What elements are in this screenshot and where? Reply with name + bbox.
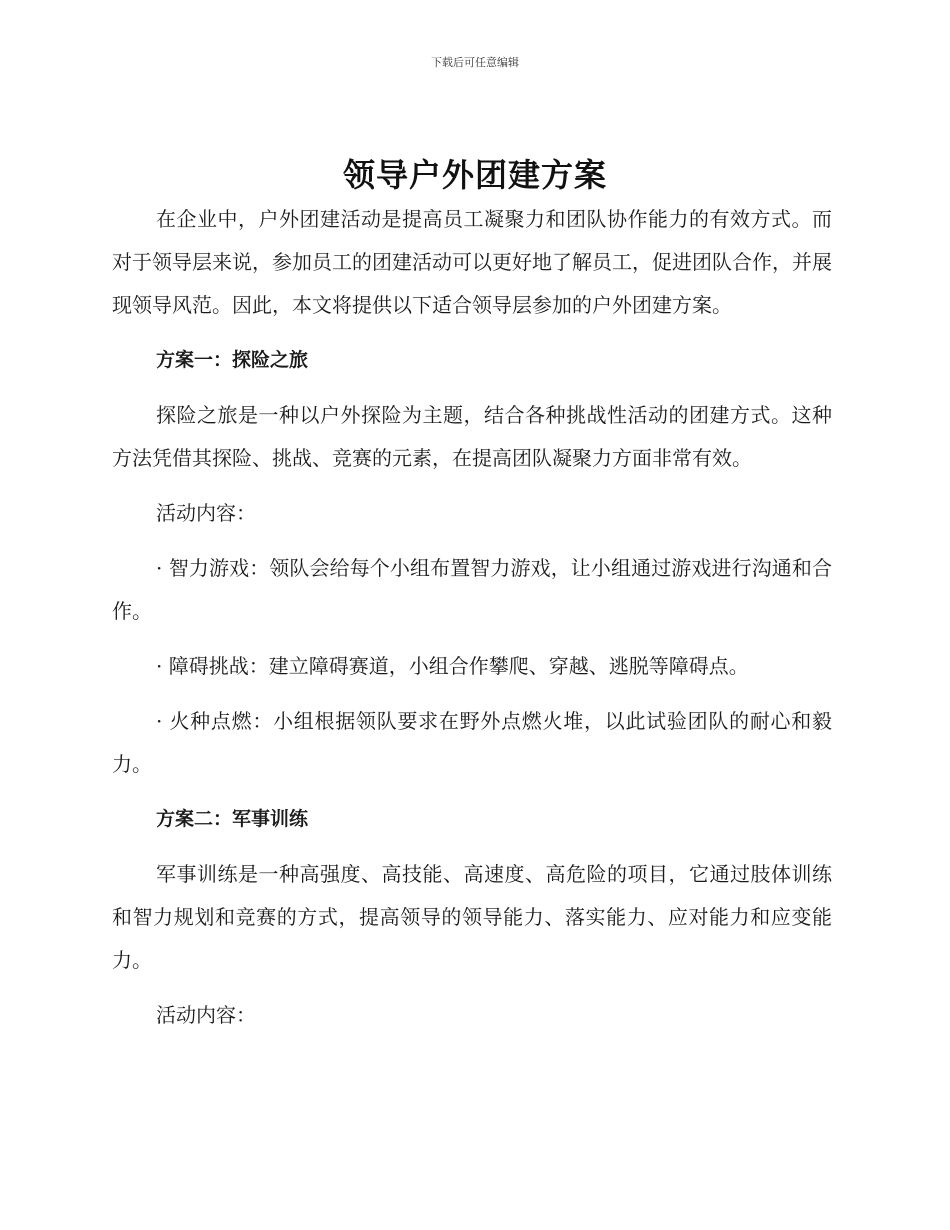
plan1-description: 探险之旅是一种以户外探险为主题，结合各种挑战性活动的团建方式。这种方法凭借其探险、挑战、竞赛的元素，在提高团队凝聚力方面非常有效。	[112, 403, 832, 470]
plan1-item-fire-lighting: · 火种点燃：小组根据领队要求在野外点燃火堆，以此试验团队的耐心和毅力。	[112, 709, 832, 776]
plan1-activities-label: 活动内容：	[156, 501, 256, 525]
plan2-activities-label: 活动内容：	[156, 1003, 256, 1027]
plan1-heading: 方案一：探险之旅	[156, 349, 309, 371]
plan1-item-obstacle-challenge: · 障碍挑战：建立障碍赛道，小组合作攀爬、穿越、逃脱等障碍点。	[156, 654, 749, 678]
header-note: 下载后可任意编辑	[431, 56, 519, 69]
document-body	[112, 198, 832, 1037]
document-title: 领导户外团建方案	[342, 156, 607, 194]
plan1-item-intellectual-games: · 智力游戏：领队会给每个小组布置智力游戏，让小组通过游戏进行沟通和合作。	[112, 556, 832, 623]
plan2-description: 军事训练是一种高强度、高技能、高速度、高危险的项目，它通过肢体训练和智力规划和竞赛的方式，提高领导的领导能力、落实能力、应对能力和应变能力。	[112, 862, 832, 972]
intro-paragraph: 在企业中，户外团建活动是提高员工凝聚力和团队协作能力的有效方式。而对于领导层来说，参加员工的团建活动可以更好地了解员工，促进团队合作，并展现领导风范。因此，本文将提供以下适合领导层参加的户外团建方案。	[112, 207, 832, 317]
plan2-heading: 方案二：军事训练	[156, 808, 309, 830]
